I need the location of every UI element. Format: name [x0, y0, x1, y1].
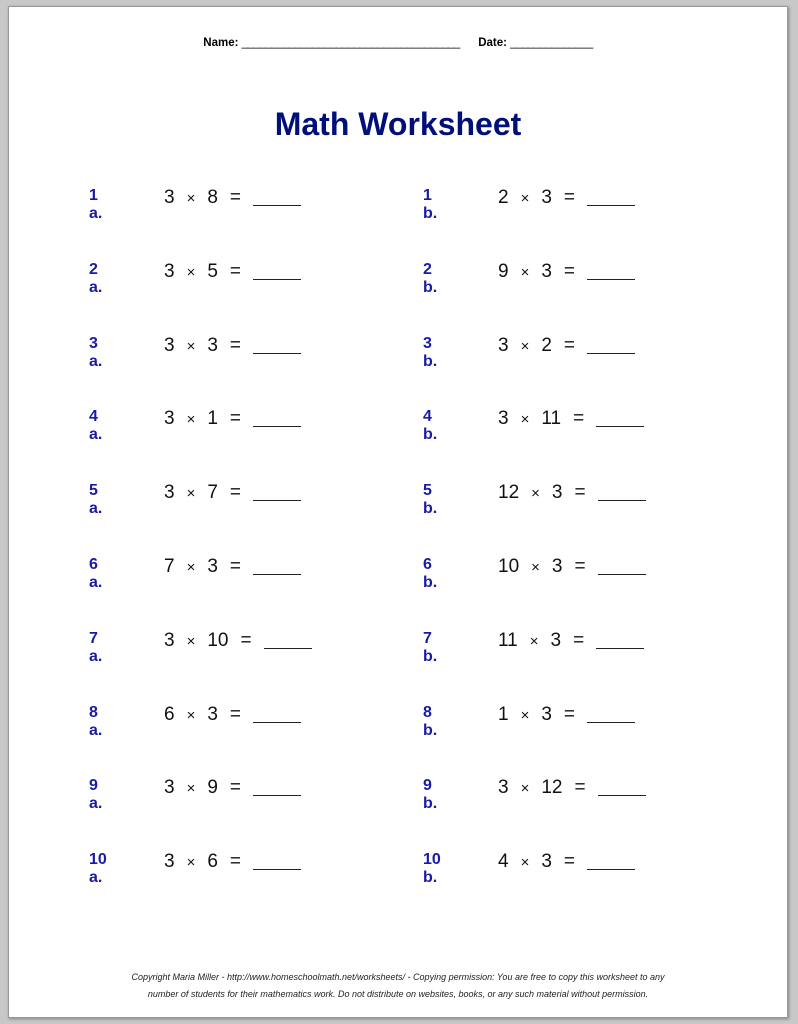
- name-date-line: [9, 37, 787, 49]
- times-sign: ×: [520, 337, 530, 355]
- problem-expression: [164, 482, 301, 504]
- problem-expression: [498, 630, 644, 652]
- equals-sign: =: [229, 334, 242, 356]
- answer-blank[interactable]: [253, 722, 301, 723]
- answer-blank[interactable]: [253, 869, 301, 870]
- problem-label: 5 b.: [423, 482, 438, 518]
- left-operand: 3: [164, 851, 175, 873]
- right-operand: 11: [541, 408, 562, 430]
- right-operand: 3: [207, 334, 218, 356]
- answer-blank[interactable]: [598, 795, 646, 796]
- equals-sign: =: [563, 334, 576, 356]
- problem-label: 4 a.: [89, 408, 103, 444]
- equals-sign: =: [574, 555, 586, 577]
- times-sign: ×: [520, 190, 530, 207]
- worksheet-page: [8, 6, 788, 1018]
- date-label: Date:: [478, 37, 507, 49]
- times-sign: ×: [186, 263, 196, 281]
- problem-label: 10 a.: [89, 851, 107, 887]
- equals-sign: =: [563, 851, 576, 873]
- right-operand: 3: [550, 629, 562, 651]
- problem-expression: [498, 187, 635, 209]
- equals-sign: =: [574, 482, 586, 504]
- answer-blank[interactable]: [253, 279, 301, 280]
- problem-label: 1 a.: [89, 187, 103, 222]
- equals-sign: =: [563, 187, 576, 208]
- left-operand: 10: [498, 555, 520, 577]
- problem-label: 7 b.: [423, 629, 438, 665]
- times-sign: ×: [520, 854, 530, 872]
- right-operand: 12: [541, 777, 563, 799]
- times-sign: ×: [186, 780, 196, 798]
- right-operand: 1: [207, 408, 218, 430]
- name-label: Name:: [203, 37, 239, 49]
- answer-blank[interactable]: [587, 279, 635, 280]
- problem-label: 4 b.: [423, 408, 438, 444]
- answer-blank[interactable]: [596, 426, 644, 427]
- right-operand: 8: [207, 187, 218, 208]
- problem-expression: [164, 187, 301, 209]
- left-operand: 3: [164, 260, 175, 282]
- left-operand: 3: [164, 408, 175, 430]
- problem-expression: [498, 556, 646, 578]
- answer-blank[interactable]: [253, 795, 301, 796]
- problem-label: 9 a.: [89, 777, 103, 813]
- left-operand: 3: [498, 777, 509, 799]
- copyright-footer: [9, 969, 787, 1003]
- problem-label: 5 a.: [89, 482, 103, 518]
- left-operand: 4: [498, 851, 509, 873]
- right-operand: 3: [551, 482, 563, 504]
- left-operand: 3: [164, 187, 175, 208]
- answer-blank[interactable]: [253, 574, 301, 575]
- equals-sign: =: [229, 260, 242, 282]
- equals-sign: =: [229, 703, 242, 725]
- times-sign: ×: [186, 411, 196, 429]
- left-operand: 3: [164, 629, 175, 651]
- answer-blank[interactable]: [598, 500, 646, 501]
- times-sign: ×: [186, 337, 196, 355]
- left-operand: 3: [498, 408, 509, 430]
- problem-expression: [498, 408, 644, 430]
- right-operand: 3: [541, 851, 552, 873]
- answer-blank[interactable]: [587, 353, 635, 354]
- problem-label: 2 a.: [89, 260, 103, 296]
- right-operand: 6: [207, 851, 218, 873]
- times-sign: ×: [186, 485, 196, 503]
- problem-label: 2 b.: [423, 260, 438, 296]
- problem-label: 6 b.: [423, 555, 438, 591]
- right-operand: 7: [207, 482, 218, 504]
- answer-blank[interactable]: [596, 648, 644, 649]
- equals-sign: =: [229, 482, 242, 504]
- problem-label: 9 b.: [423, 777, 438, 813]
- left-operand: 3: [164, 482, 175, 504]
- equals-sign: =: [229, 777, 242, 799]
- times-sign: ×: [520, 411, 530, 429]
- equals-sign: =: [229, 408, 242, 430]
- left-operand: 7: [164, 555, 175, 577]
- equals-sign: =: [229, 187, 242, 208]
- problem-label: 1 b.: [423, 187, 438, 222]
- footer-line-1: Copyright Maria Miller - http://www.homeschoolmath.net/worksheets/ - Copying permission: You are free to copy this worksheet to any: [131, 972, 665, 982]
- problem-expression: [164, 335, 301, 357]
- answer-blank[interactable]: [264, 648, 312, 649]
- problem-expression: [164, 556, 301, 578]
- equals-sign: =: [574, 777, 586, 799]
- times-sign: ×: [186, 190, 196, 207]
- right-operand: 5: [207, 260, 218, 282]
- left-operand: 2: [498, 187, 509, 208]
- answer-blank[interactable]: [587, 722, 635, 723]
- equals-sign: =: [563, 703, 576, 725]
- problem-expression: [498, 335, 635, 357]
- problem-label: 8 a.: [89, 703, 103, 739]
- problem-expression: [498, 482, 646, 504]
- answer-blank[interactable]: [598, 574, 646, 575]
- problem-expression: [164, 261, 301, 283]
- answer-blank[interactable]: [253, 500, 301, 501]
- equals-sign: =: [229, 555, 242, 577]
- right-operand: 3: [541, 187, 552, 208]
- problem-label: 8 b.: [423, 703, 438, 739]
- right-operand: 9: [207, 777, 218, 799]
- times-sign: ×: [186, 854, 196, 872]
- times-sign: ×: [186, 706, 196, 724]
- problem-expression: [164, 408, 301, 430]
- left-operand: 6: [164, 703, 175, 725]
- equals-sign: =: [573, 408, 585, 430]
- right-operand: 3: [541, 703, 552, 725]
- times-sign: ×: [186, 558, 196, 576]
- date-blank: ______________: [510, 37, 593, 49]
- answer-blank[interactable]: [253, 426, 301, 427]
- problem-label: 3 a.: [89, 334, 103, 370]
- left-operand: 3: [164, 777, 175, 799]
- answer-blank[interactable]: [587, 869, 635, 870]
- right-operand: 3: [207, 703, 218, 725]
- problem-expression: [498, 777, 646, 799]
- left-operand: 3: [498, 334, 509, 356]
- problem-expression: [498, 851, 635, 873]
- right-operand: 10: [207, 629, 229, 651]
- problem-label: 6 a.: [89, 555, 103, 591]
- right-operand: 3: [207, 555, 218, 577]
- left-operand: 3: [164, 334, 175, 356]
- times-sign: ×: [531, 558, 540, 576]
- right-operand: 2: [541, 334, 552, 356]
- equals-sign: =: [573, 629, 585, 651]
- left-operand: 11: [498, 629, 518, 651]
- answer-blank[interactable]: [587, 205, 635, 206]
- page-title: Math Worksheet: [274, 106, 522, 142]
- problem-label: 10 b.: [423, 851, 441, 887]
- problem-expression: [498, 704, 635, 726]
- times-sign: ×: [520, 780, 530, 798]
- times-sign: ×: [186, 632, 196, 650]
- problem-expression: [164, 851, 301, 873]
- right-operand: 3: [551, 555, 563, 577]
- equals-sign: =: [563, 260, 576, 282]
- left-operand: 1: [498, 703, 509, 725]
- problem-label: 3 b.: [423, 334, 438, 370]
- problem-expression: [164, 777, 301, 799]
- problem-label: 7 a.: [89, 629, 103, 665]
- right-operand: 3: [541, 260, 552, 282]
- problem-expression: [164, 630, 312, 652]
- problem-expression: [164, 704, 301, 726]
- equals-sign: =: [229, 851, 242, 873]
- times-sign: ×: [520, 263, 530, 281]
- left-operand: 12: [498, 482, 520, 504]
- times-sign: ×: [531, 485, 540, 503]
- problem-expression: [498, 261, 635, 283]
- times-sign: ×: [529, 632, 539, 650]
- times-sign: ×: [520, 706, 530, 724]
- answer-blank[interactable]: [253, 205, 301, 206]
- footer-line-2: number of students for their mathematics work. Do not distribute on websites, books, or any such material without permission.: [147, 989, 649, 999]
- answer-blank[interactable]: [253, 353, 301, 354]
- equals-sign: =: [240, 629, 252, 651]
- name-blank: _____________________________________: [241, 37, 460, 49]
- left-operand: 9: [498, 260, 509, 282]
